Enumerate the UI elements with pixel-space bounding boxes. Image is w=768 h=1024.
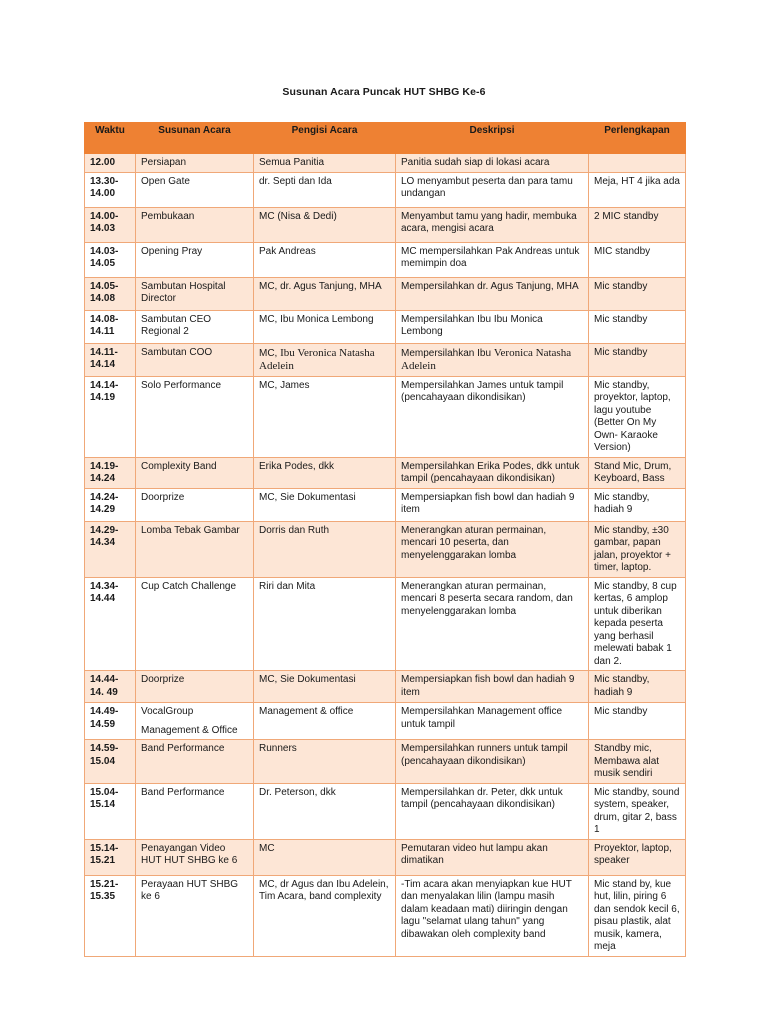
cell-perlengkapan: Proyektor, laptop, speaker <box>589 839 686 875</box>
table-row <box>85 671 686 703</box>
cell-deskripsi: Mempersiapkan fish bowl dan hadiah 9 item <box>396 671 589 703</box>
cell-waktu: 14.24- 14.29 <box>85 488 136 521</box>
cell-susunan-acara: Complexity Band <box>136 457 254 488</box>
document-title: Susunan Acara Puncak HUT SHBG Ke-6 <box>282 86 486 98</box>
cell-susunan-acara: Cup Catch Challenge <box>136 577 254 671</box>
cell-susunan-acara: Solo Performance <box>136 376 254 457</box>
cell-pengisi-acara: Riri dan Mita <box>254 577 396 671</box>
cell-perlengkapan: Meja, HT 4 jika ada <box>589 172 686 207</box>
cell-susunan-acara: Lomba Tebak Gambar <box>136 521 254 577</box>
cell-pengisi-acara: MC, Ibu Monica Lembong <box>254 310 396 343</box>
table-row <box>85 703 686 740</box>
cell-waktu: 14.34- 14.44 <box>85 577 136 671</box>
cell-waktu: 14.14- 14.19 <box>85 376 136 457</box>
cell-perlengkapan: 2 MIC standby <box>589 207 686 242</box>
table-row <box>85 839 686 875</box>
cell-perlengkapan: Mic standby, ±30 gambar, papan jalan, proyektor + timer, laptop. <box>589 521 686 577</box>
table-row <box>85 457 686 488</box>
cell-waktu: 14.59- 15.04 <box>85 740 136 784</box>
cell-deskripsi: LO menyambut peserta dan para tamu undangan <box>396 172 589 207</box>
cell-perlengkapan <box>589 154 686 173</box>
cell-perlengkapan: Mic standby, sound system, speaker, drum, gitar 2, bass 1 <box>589 783 686 839</box>
cell-pengisi-acara: MC (Nisa & Dedi) <box>254 207 396 242</box>
cell-waktu: 15.21- 15.35 <box>85 875 136 956</box>
header-perlengkapan: Perlengkapan <box>589 123 686 154</box>
cell-deskripsi: Mempersilahkan dr. Agus Tanjung, MHA <box>396 277 589 310</box>
table-row <box>85 740 686 784</box>
cell-waktu: 15.04- 15.14 <box>85 783 136 839</box>
cell-deskripsi: Mempersilahkan Erika Podes, dkk untuk tampil (pencahayaan dikondisikan) <box>396 457 589 488</box>
table-row <box>85 154 686 173</box>
cell-pengisi-acara: MC, Sie Dokumentasi <box>254 671 396 703</box>
header-susunan-acara: Susunan Acara <box>136 123 254 154</box>
cell-pengisi-acara: Dorris dan Ruth <box>254 521 396 577</box>
cell-waktu: 14.29- 14.34 <box>85 521 136 577</box>
cell-perlengkapan: Mic standby <box>589 310 686 343</box>
cell-perlengkapan: Mic standby, proyektor, laptop, lagu youtube (Better On My Own- Karaoke Version) <box>589 376 686 457</box>
cell-pengisi-acara: Erika Podes, dkk <box>254 457 396 488</box>
cell-perlengkapan: Mic standby, 8 cup kertas, 6 amplop untuk diberikan kepada peserta yang berhasil melewati babak 1 dan 2. <box>589 577 686 671</box>
cell-pengisi-acara: MC, dr. Agus Tanjung, MHA <box>254 277 396 310</box>
table-header-row <box>85 123 686 154</box>
cell-deskripsi: Pemutaran video hut lampu akan dimatikan <box>396 839 589 875</box>
cell-waktu: 12.00 <box>85 154 136 173</box>
table-row <box>85 310 686 343</box>
table-row <box>85 875 686 956</box>
table-row <box>85 376 686 457</box>
cell-deskripsi: Menyambut tamu yang hadir, membuka acara, mengisi acara <box>396 207 589 242</box>
cell-pengisi-acara: MC, Sie Dokumentasi <box>254 488 396 521</box>
cell-deskripsi: Mempersilahkan Ibu Veronica Natasha Adelein <box>396 343 589 376</box>
cell-susunan-acara: Band Performance <box>136 740 254 784</box>
cell-deskripsi: Panitia sudah siap di lokasi acara <box>396 154 589 173</box>
table-row <box>85 172 686 207</box>
cell-waktu: 15.14- 15.21 <box>85 839 136 875</box>
header-deskripsi: Deskripsi <box>396 123 589 154</box>
table-row <box>85 783 686 839</box>
cell-susunan-acara: Sambutan CEO Regional 2 <box>136 310 254 343</box>
cell-waktu: 14.11- 14.14 <box>85 343 136 376</box>
cell-perlengkapan: Mic standby <box>589 703 686 740</box>
cell-waktu: 14.00- 14.03 <box>85 207 136 242</box>
cell-perlengkapan: Mic standby <box>589 277 686 310</box>
cell-perlengkapan: Stand Mic, Drum, Keyboard, Bass <box>589 457 686 488</box>
cell-pengisi-acara: Pak Andreas <box>254 242 396 277</box>
header-pengisi-acara: Pengisi Acara <box>254 123 396 154</box>
cell-perlengkapan: Mic standby, hadiah 9 <box>589 488 686 521</box>
table-body <box>85 154 686 957</box>
cell-susunan-acara: Opening Pray <box>136 242 254 277</box>
cell-waktu: 13.30- 14.00 <box>85 172 136 207</box>
cell-deskripsi: Mempersilahkan Management office untuk tampil <box>396 703 589 740</box>
cell-waktu: 14.03- 14.05 <box>85 242 136 277</box>
schedule-table <box>84 122 686 957</box>
table-row <box>85 577 686 671</box>
cell-deskripsi: Mempersilahkan James untuk tampil (pencahayaan dikondisikan) <box>396 376 589 457</box>
cell-perlengkapan: Mic standby <box>589 343 686 376</box>
cell-susunan-acara: Open Gate <box>136 172 254 207</box>
cell-perlengkapan: Standby mic, Membawa alat musik sendiri <box>589 740 686 784</box>
table-row <box>85 521 686 577</box>
cell-deskripsi: Mempersiapkan fish bowl dan hadiah 9 item <box>396 488 589 521</box>
cell-susunan-acara: Perayaan HUT SHBG ke 6 <box>136 875 254 956</box>
cell-susunan-acara: Penayangan Video HUT HUT SHBG ke 6 <box>136 839 254 875</box>
cell-pengisi-acara: Runners <box>254 740 396 784</box>
table-row <box>85 343 686 376</box>
cell-perlengkapan: Mic standby, hadiah 9 <box>589 671 686 703</box>
cell-susunan-acara: Pembukaan <box>136 207 254 242</box>
cell-waktu: 14.49- 14.59 <box>85 703 136 740</box>
cell-deskripsi: MC mempersilahkan Pak Andreas untuk memimpin doa <box>396 242 589 277</box>
cell-susunan-acara: Sambutan Hospital Director <box>136 277 254 310</box>
table-row <box>85 242 686 277</box>
cell-waktu: 14.05- 14.08 <box>85 277 136 310</box>
cell-deskripsi: -Tim acara akan menyiapkan kue HUT dan menyalakan lilin (lampu masih dalam keadaan mati) diiringin dengan lagu "selamat ulang tahun" yang dibawakan oleh complexity band <box>396 875 589 956</box>
cell-deskripsi: Mempersilahkan Ibu Ibu Monica Lembong <box>396 310 589 343</box>
table-row <box>85 277 686 310</box>
cell-perlengkapan: Mic stand by, kue hut, lilin, piring 6 dan sendok kecil 6, pisau plastik, alat musik, kamera, meja <box>589 875 686 956</box>
cell-susunan-acara: Band Performance <box>136 783 254 839</box>
cell-waktu: 14.08- 14.11 <box>85 310 136 343</box>
cell-waktu: 14.44- 14. 49 <box>85 671 136 703</box>
cell-susunan-acara: Doorprize <box>136 671 254 703</box>
cell-perlengkapan: MIC standby <box>589 242 686 277</box>
cell-pengisi-acara: dr. Septi dan Ida <box>254 172 396 207</box>
cell-susunan-acara: Sambutan COO <box>136 343 254 376</box>
cell-deskripsi: Mempersilahkan runners untuk tampil (pencahayaan dikondisikan) <box>396 740 589 784</box>
cell-pengisi-acara: MC <box>254 839 396 875</box>
cell-deskripsi: Menerangkan aturan permainan, mencari 10 peserta, dan menyelenggarakan lomba <box>396 521 589 577</box>
header-waktu: Waktu <box>85 123 136 154</box>
cell-susunan-acara: VocalGroup Management & Office <box>136 703 254 740</box>
cell-waktu: 14.19- 14.24 <box>85 457 136 488</box>
cell-pengisi-acara: MC, Ibu Veronica Natasha Adelein <box>254 343 396 376</box>
cell-susunan-acara: Doorprize <box>136 488 254 521</box>
table-row <box>85 207 686 242</box>
cell-susunan-acara: Persiapan <box>136 154 254 173</box>
cell-pengisi-acara: Dr. Peterson, dkk <box>254 783 396 839</box>
cell-pengisi-acara: Management & office <box>254 703 396 740</box>
cell-pengisi-acara: Semua Panitia <box>254 154 396 173</box>
cell-pengisi-acara: MC, James <box>254 376 396 457</box>
cell-deskripsi: Menerangkan aturan permainan, mencari 8 peserta secara random, dan menyelenggarakan lomba <box>396 577 589 671</box>
cell-pengisi-acara: MC, dr Agus dan Ibu Adelein, Tim Acara, band complexity <box>254 875 396 956</box>
table-row <box>85 488 686 521</box>
cell-deskripsi: Mempersilahkan dr. Peter, dkk untuk tampil (pencahayaan dikondisikan) <box>396 783 589 839</box>
